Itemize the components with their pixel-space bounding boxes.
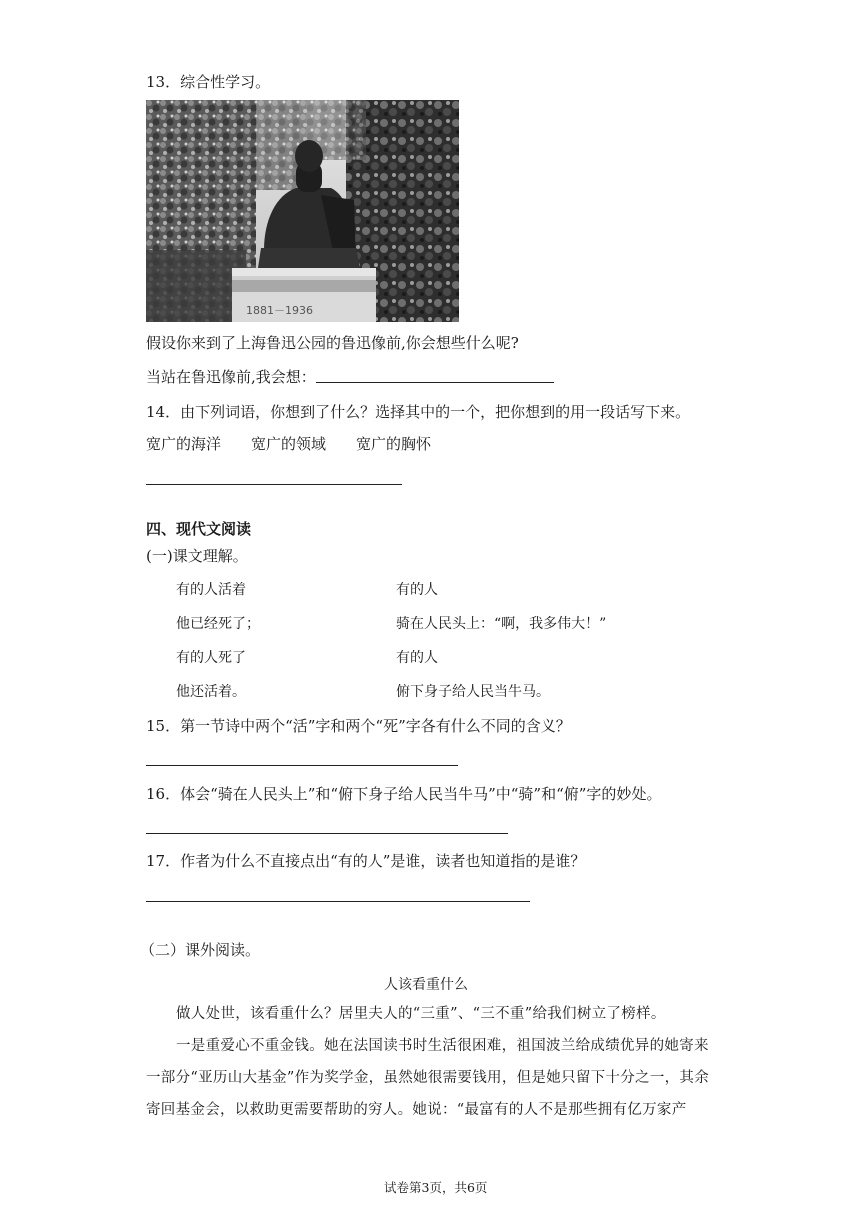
- poem-left-line-3: 有的人死了: [176, 650, 246, 666]
- q14-word-1: 宽广的海洋: [146, 435, 222, 453]
- q13-answer-lead: 当站在鲁迅像前,我会想：: [146, 368, 316, 386]
- q13-answer-line[interactable]: [316, 382, 554, 383]
- q14-word-2: 宽广的领域: [251, 435, 327, 453]
- q16-label: 16．体会“骑在人民头上”和“俯下身子给人民当牛马”中“骑”和“俯”字的妙处。: [146, 785, 662, 803]
- poem-right-line-3: 有的人: [396, 650, 438, 666]
- q14-label: 14．由下列词语，你想到了什么？选择其中的一个，把你想到的用一段话写下来。: [146, 403, 691, 421]
- q13-prompt: 假设你来到了上海鲁迅公园的鲁迅像前,你会想些什么呢?: [146, 334, 519, 352]
- poem-left-line-4: 他还活着。: [176, 684, 246, 700]
- page-footer: 试卷第3页，共6页: [384, 1180, 488, 1195]
- article-paragraph-1: 做人处世，该看重什么？居里夫人的“三重”、“三不重”给我们树立了榜样。: [176, 1006, 666, 1022]
- q17-label: 17．作者为什么不直接点出“有的人”是谁，读者也知道指的是谁？: [146, 852, 586, 870]
- statue-image: [146, 100, 459, 322]
- part2-title: （二）课外阅读。: [140, 941, 261, 959]
- poem-right-line-4: 俯下身子给人民当牛马。: [396, 684, 550, 700]
- poem-left-line-2: 他已经死了；: [176, 616, 260, 632]
- article-title: 人该看重什么: [384, 977, 468, 993]
- q13-label: 13．综合性学习。: [146, 73, 271, 91]
- lu-xun-statue-photo: [146, 100, 459, 322]
- poem-right-line-1: 有的人: [396, 582, 438, 598]
- q14-word-3: 宽广的胸怀: [356, 435, 432, 453]
- part1-title: (一)课文理解。: [146, 547, 248, 565]
- article-paragraph-2: 一是重爱心不重金钱。她在法国读书时生活很困难，祖国波兰给成绩优异的她寄来一部分“亚历山大基金”作为奖学金，虽然她很需要钱用，但是她只留下十分之一，其余寄回基金会，以救助更需要帮助的穷人。她说：“最富有的人不是那些拥有亿万家产: [146, 1038, 710, 1118]
- poem-right-line-2: 骑在人民头上：“啊，我多伟大！”: [396, 616, 607, 632]
- q15-answer-line[interactable]: [146, 765, 458, 766]
- q16-answer-line[interactable]: [146, 833, 508, 834]
- q17-answer-line[interactable]: [146, 901, 530, 902]
- section-title: 四、现代文阅读: [146, 520, 252, 538]
- q14-answer-line[interactable]: [146, 484, 402, 485]
- plaque-text: 1881－1936: [246, 304, 313, 317]
- poem-left-line-1: 有的人活着: [176, 582, 246, 598]
- q15-label: 15．第一节诗中两个“活”字和两个“死”字各有什么不同的含义？: [146, 717, 571, 735]
